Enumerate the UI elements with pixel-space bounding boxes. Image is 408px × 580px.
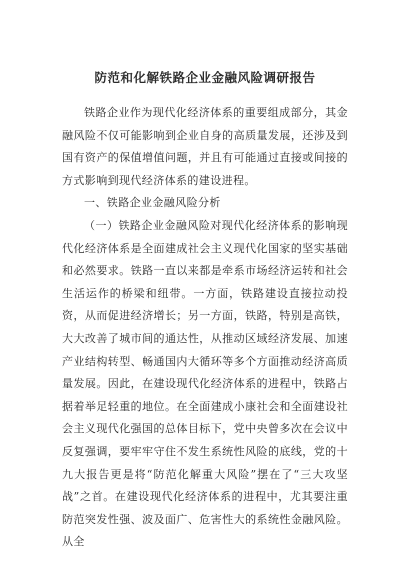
- body-paragraph: （一）铁路企业金融风险对现代化经济体系的影响现代化经济体系是全面建成社会主义现代化国家的坚实基础和必然要求。铁路一直以来都是牵系市场经济运转和社会生活运作的桥梁和纽带。一方面，铁路建设直接拉动投资，从而促进经济增长；另一方面，铁路，特别是高铁，大大改善了城市间的通达性，从推动区域经济发展、加速产业结构转型、畅通国内大循环等多个方面推动经济高质量发展。因此，在建设现代化经济体系的进程中，铁路占据着举足轻重的地位。在全面建成小康社会和全面建设社会主义现代化强国的总体目标下，党中央曾多次在会议中反复强调，要牢牢守住不发生系统性风险的底线，党的十九大报告更是将“防范化解重大风险”摆在了“三大攻坚战”之首。在建设现代化经济体系的进程中，尤其要注重防范突发性强、波及面广、危害性大的系统性金融风险。从全: [62, 218, 348, 549]
- intro-paragraph: 铁路企业作为现代化经济体系的重要组成部分，其金融风险不仅可能影响到企业自身的高质量发展，还涉及到国有资产的保值增值问题，并且有可能通过直接或间接的方式影响到现代经济体系的建设进程。: [62, 106, 348, 187]
- document-title: 防范和化解铁路企业金融风险调研报告: [94, 70, 316, 85]
- section-heading: 一、铁路企业金融风险分析: [84, 196, 221, 210]
